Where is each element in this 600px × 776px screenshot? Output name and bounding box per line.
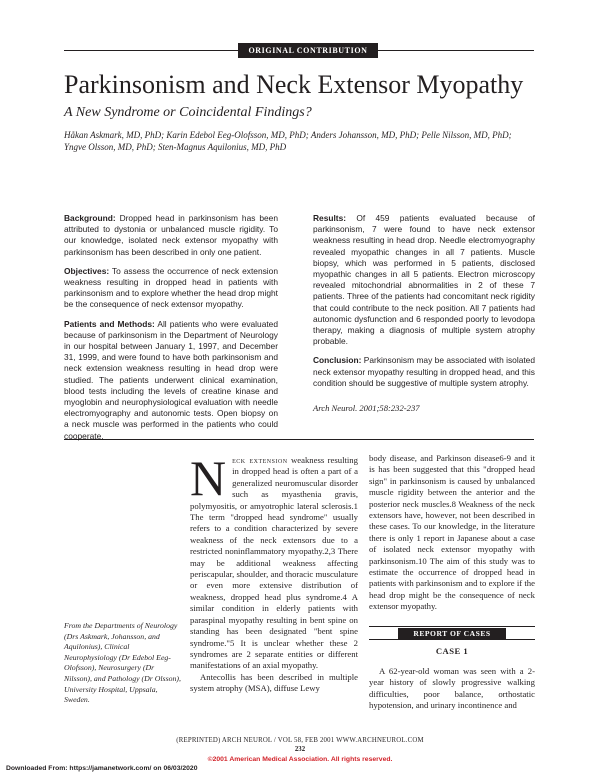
download-stamp: Downloaded From: https://jamanetwork.com/ on 06/03/2020 <box>6 765 198 772</box>
report-of-cases-banner <box>369 626 535 640</box>
intro-paragraph <box>190 450 358 672</box>
antecollis-paragraph: Antecollis has been described in multiple system atrophy (MSA), diffuse Lewy <box>190 671 358 694</box>
lead-in: eck extension <box>232 455 288 465</box>
objectives-label: Objectives: <box>64 265 110 276</box>
abstract-results <box>313 213 535 347</box>
author-affiliations: From the Departments of Neurology (Drs Askmark, Johansson, and Aquilonius), Clinical Neurophysiology (Dr Edebol Eeg-Olofsson), Neurosurgery (Dr Nilsson), and Pathology (Dr Olsson), University Hospital, Uppsala, Sweden. <box>64 621 181 705</box>
results-label: Results: <box>313 213 347 223</box>
body-column-left <box>190 450 358 695</box>
case-1-heading: CASE 1 <box>435 646 469 656</box>
abstract-left-column <box>64 213 278 450</box>
section-tag: ORIGINAL CONTRIBUTION <box>238 43 378 58</box>
conclusion-text: Parkinsonism may be associated with isolated neck extensor myopathy resulting in dropped head, and this condition should be suggestive of multiple system atrophy. <box>313 355 535 388</box>
page-number: 232 <box>294 746 306 753</box>
abstract-divider <box>64 439 534 440</box>
journal-footer: (REPRINTED) ARCH NEUROL / VOL 58, FEB 2001 WWW.ARCHNEUROL.COM <box>176 737 424 744</box>
continued-paragraph: body disease, and Parkinson disease6-9 and it is has been suggested that this "dropped head sign" in parkinsonism is caused by unbalanced muscle rigidity between the anterior and the posterior neck muscles.8 Weakness of the neck extensors have, however, not been described in these cases. To our knowledge, in the literature there is only 1 report in Japanese about a case of isolated neck extensor myopathy with parkinsonism.10 The aim of this study was to estimate the occurrence of dropped head in patients with parkinsonism and to explore if the head drop might be the consequence of neck extensor myopathy. <box>369 453 535 612</box>
methods-label: Patients and Methods: <box>64 318 155 329</box>
abstract-objectives <box>64 266 278 311</box>
body-column-right <box>369 453 535 613</box>
objectives-text: To assess the occurrence of neck extension weakness resulting in dropped head in patients with parkinsonism and to explore whether the head drop might be the consequence of neck extensor myopathy. <box>64 265 278 310</box>
abstract-right-column <box>313 213 535 414</box>
conclusion-label: Conclusion: <box>313 355 362 366</box>
abstract-conclusion <box>313 355 535 389</box>
article-subtitle: A New Syndrome or Coincidental Findings? <box>64 105 312 120</box>
article-title: Parkinsonism and Neck Extensor Myopathy <box>64 70 524 99</box>
background-text: Dropped head in parkinsonism has been attributed to dystonia or unbalanced muscle rigidity. To our knowledge, isolated neck extensor myopathy with parkinsonism has been described in only one patient. <box>64 213 278 257</box>
report-of-cases-heading: REPORT OF CASES <box>398 628 506 639</box>
citation: Arch Neurol. 2001;58:232-237 <box>313 403 420 414</box>
abstract-background <box>64 213 278 258</box>
intro-text: weakness resulting in dropped head is often a part of a generalized neuromuscular disorder such as myasthenia gravis, polymyositis, or amyotrophic lateral sclerosis.1 The term "dropped head syndrome" usually refers to a condition characterized by severe weakness of the neck extensors due to a restricted noninflammatory myopathy.2,3 There may be additional weakness affecting periscapular, shoulder, and thoracic musculature or even more extensive distribution of weakness, dropped head plus syndrome.4 A similar condition in elderly patients with paraspinal myopathy resulting in bent spine on standing has been designated "bent spine syndrome."5 It is unclear whether these 2 syndromes are 2 separate entities or different manifestations of an axial myopathy. <box>190 455 358 671</box>
results-text: Of 459 patients evaluated because of parkinsonism, 7 were found to have neck extensor weakness resulting in head drop. Needle electromyography revealed myopathic changes in all 7 patients. Muscle biopsy, which was performed in 5 patients, disclosed myopathic changes in all 5 patients. Electron microscopy revealed mitochondrial abnormalities in 2 of these 7 patients. Three of the patients had concomitant neck rigidity that could contribute to the neck position. All 7 patients had autonomic dysfunction and 6 responded poorly to levodopa therapy, making a diagnosis of multiple system atrophy probable. <box>313 213 535 347</box>
abstract-methods <box>64 319 278 442</box>
methods-text: All patients who were evaluated because of parkinsonism in the Department of Neurology in our hospital between January 1, 1997, and December 31, 1999, and were found to have both parkinsonism and neck extension weakness resulting in head drop were studied. The patients underwent clinical examination, blood tests including the levels of creatine kinase and myoglobin and neurophysiological evaluation with needle electromyography and autonomic tests. Open biopsy on a neck muscle was performed in the patients who could cooperate. <box>64 318 279 441</box>
copyright-notice: ©2001 American Medical Association. All rights reserved. <box>207 756 393 763</box>
background-label: Background: <box>64 213 116 223</box>
author-list: Håkan Askmark, MD, PhD; Karin Edebol Eeg-Olofsson, MD, PhD; Anders Johansson, MD, PhD; Pelle Nilsson, MD, PhD; Yngve Olsson, MD, PhD; Sten-Magnus Aquilonius, MD, PhD <box>64 130 512 152</box>
drop-cap: N <box>190 450 227 506</box>
case-1-text: A 62-year-old woman was seen with a 2-year history of slowly progressive walking difficulties, poor balance, orthostatic hypotension, and urinary incontinence and <box>369 666 535 711</box>
